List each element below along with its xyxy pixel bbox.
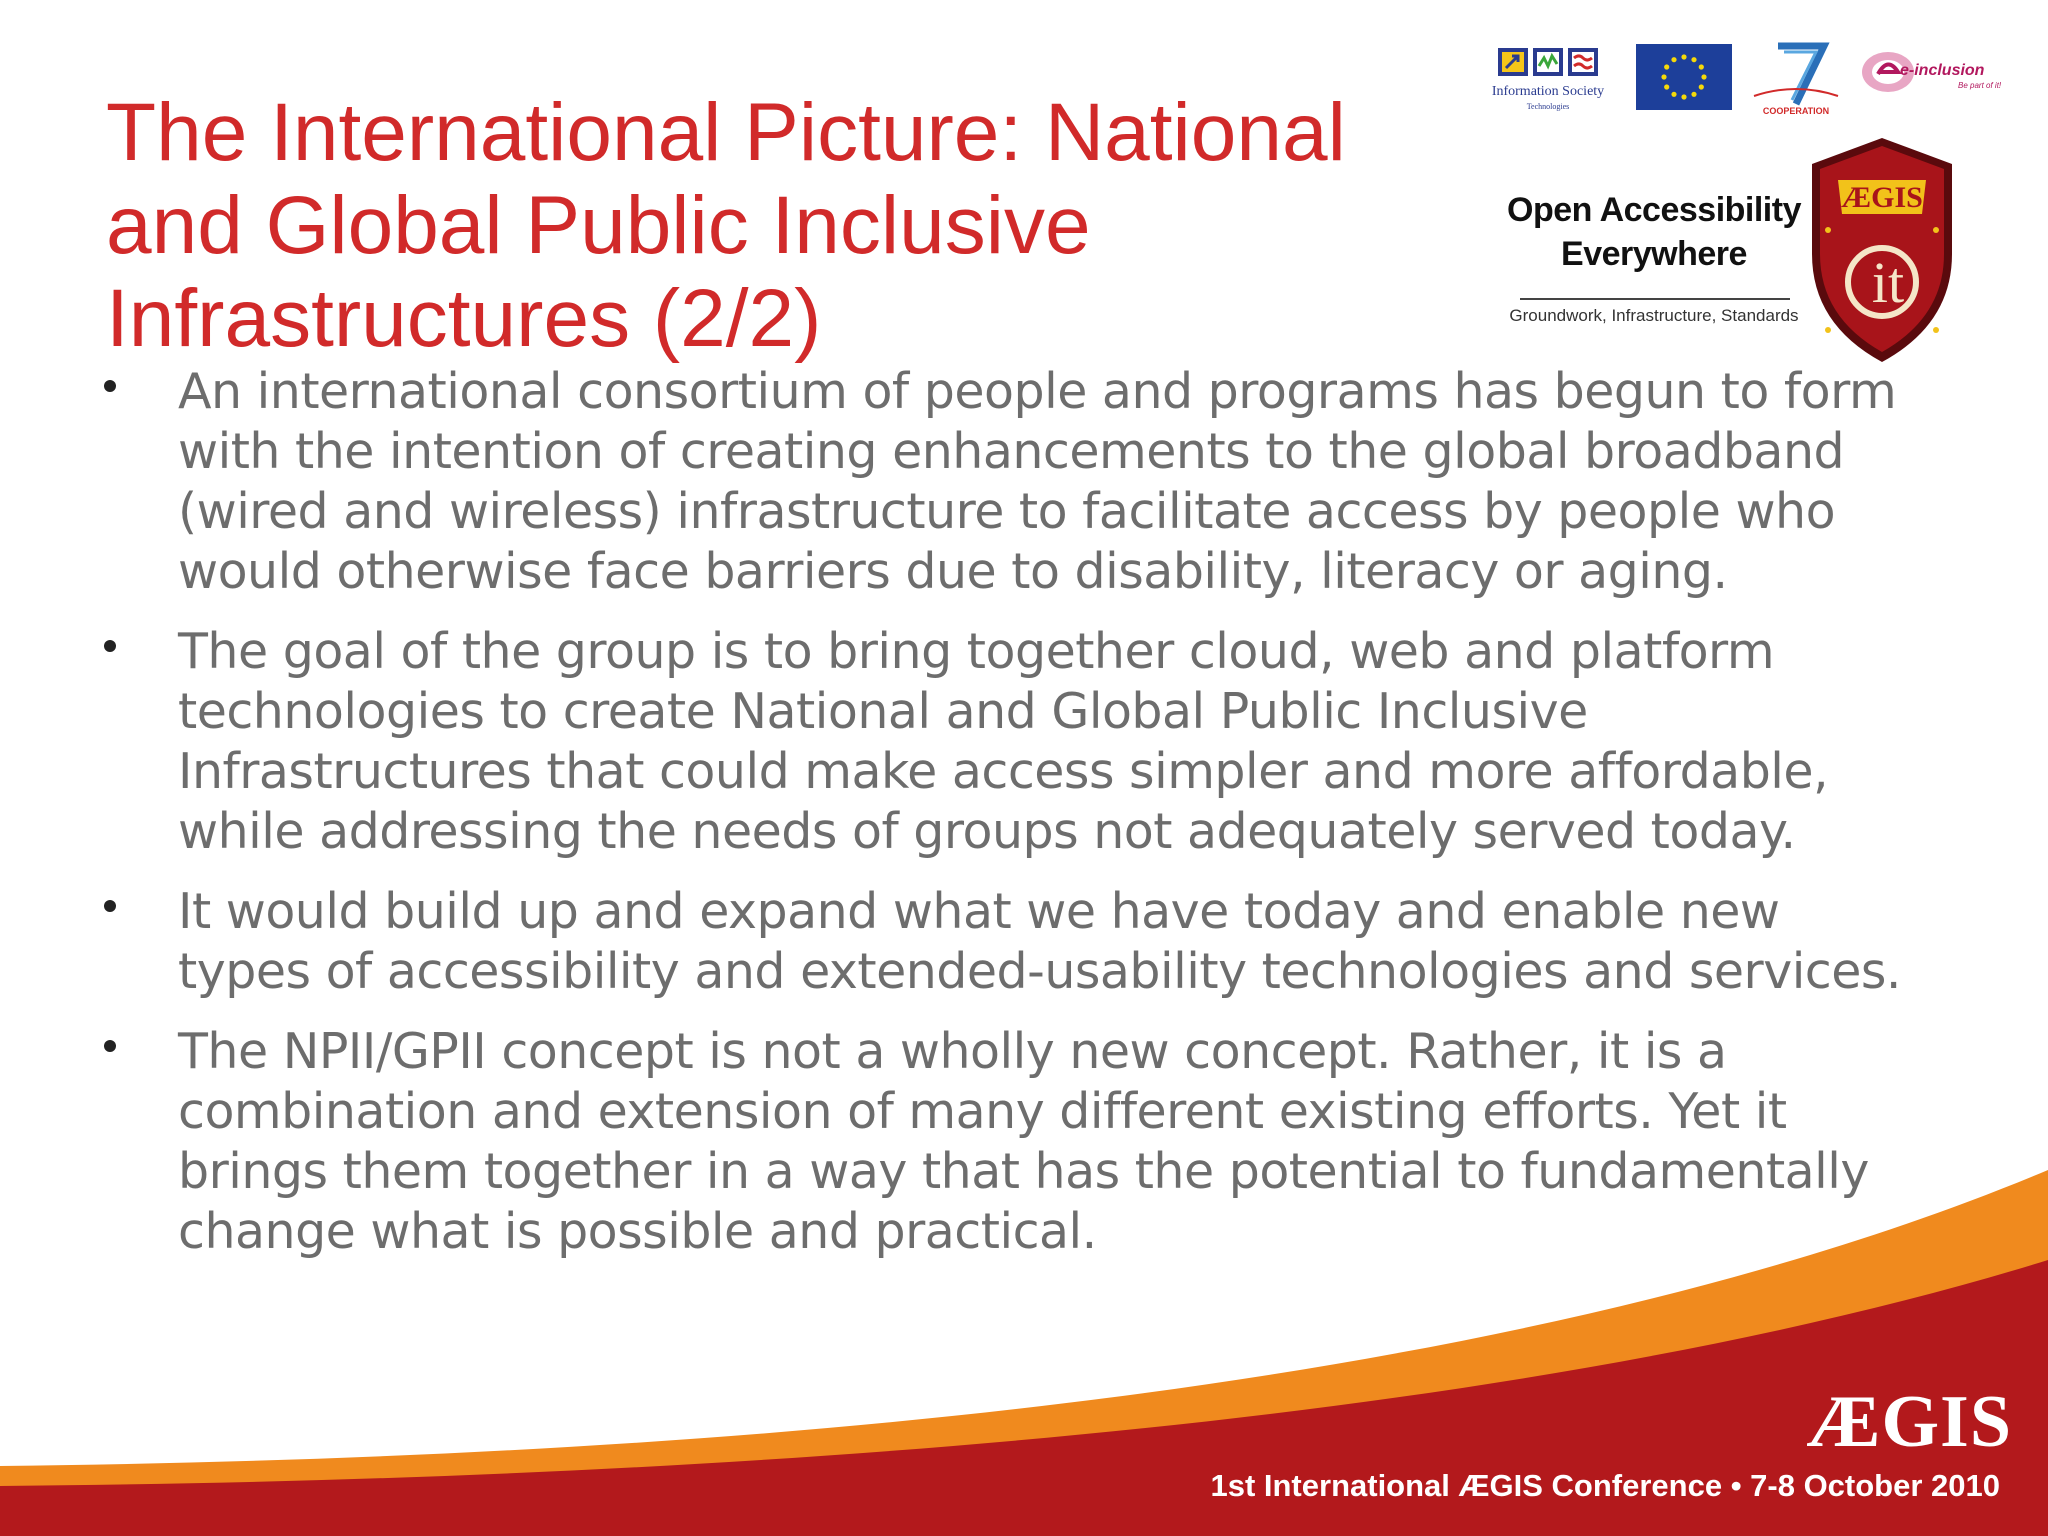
bullet-line: Infrastructures that could make access simpler and more affordable, xyxy=(178,743,1829,800)
bullet-line: while addressing the needs of groups not adequately served today. xyxy=(178,803,1796,860)
aegis-shield-icon xyxy=(1806,134,1958,366)
e-inclusion-logo xyxy=(1860,48,2006,96)
e-inclusion-subtext: Be part of it! xyxy=(1958,81,2002,90)
eu-star xyxy=(1699,84,1704,89)
eu-flag-icon xyxy=(1636,44,1732,110)
bullet-line: brings them together in a way that has the potential to fundamentally xyxy=(178,1143,1869,1200)
fp7-seven-icon xyxy=(1748,42,1844,106)
shield-mark: it xyxy=(1871,250,1905,315)
tagline-subtitle: Groundwork, Infrastructure, Standards xyxy=(1509,306,1799,325)
footer-aegis-logo: ÆGIS xyxy=(1806,1381,2012,1463)
bullet-line: combination and extension of many different existing efforts. Yet it xyxy=(178,1083,1787,1140)
bullet-line: An international consortium of people and programs has begun to form xyxy=(178,363,1897,420)
bullet-item xyxy=(0,622,1960,862)
eu-star xyxy=(1701,74,1706,79)
eu-star xyxy=(1661,74,1666,79)
eu-star xyxy=(1691,92,1696,97)
eu-star xyxy=(1681,94,1686,99)
bullet-item xyxy=(0,362,1960,602)
information-society-logo xyxy=(1480,44,1616,114)
eu-star xyxy=(1664,84,1669,89)
bullet-line: (wired and wireless) infrastructure to facilitate access by people who xyxy=(178,483,1836,540)
eu-star xyxy=(1671,92,1676,97)
bullet-item xyxy=(0,882,1960,1002)
slide-title xyxy=(106,86,1466,365)
fp7-label: COOPERATION xyxy=(1762,106,1830,116)
bullet-line: types of accessibility and extended-usability technologies and services. xyxy=(178,943,1901,1000)
title-line: Infrastructures (2/2) xyxy=(106,273,822,364)
ist-icon xyxy=(1496,44,1600,84)
ist-sublabel: Technologies xyxy=(1526,102,1570,111)
bullet-line: change what is possible and practical. xyxy=(178,1203,1097,1260)
bullet-dot-icon xyxy=(104,1040,116,1052)
bullet-dot-icon xyxy=(104,380,116,392)
eu-star xyxy=(1691,57,1696,62)
bullet-line: technologies to create National and Global Public Inclusive xyxy=(178,683,1588,740)
tagline xyxy=(1500,188,1808,276)
bullet-line: would otherwise face barriers due to disability, literacy or aging. xyxy=(178,543,1728,600)
bullet-line: The NPII/GPII concept is not a wholly new concept. Rather, it is a xyxy=(178,1023,1727,1080)
title-line: The International Picture: National xyxy=(106,87,1346,178)
title-line: and Global Public Inclusive xyxy=(106,180,1091,271)
bullet-dot-icon xyxy=(104,640,116,652)
ist-label: Information Society xyxy=(1491,84,1605,99)
eu-star xyxy=(1664,64,1669,69)
fp7-logo xyxy=(1748,42,1844,120)
eu-star xyxy=(1671,57,1676,62)
bullet-dot-icon xyxy=(104,900,116,912)
tagline-divider xyxy=(1520,298,1790,300)
shield-label: ÆGIS xyxy=(1841,181,1923,214)
bullet-line: It would build up and expand what we have today and enable new xyxy=(178,883,1780,940)
footer-conference-label: 1st International ÆGIS Conference • 7-8 October 2010 xyxy=(1210,1468,2000,1503)
bullet-line: The goal of the group is to bring together cloud, web and platform xyxy=(178,623,1775,680)
bullet-line: with the intention of creating enhancements to the global broadband xyxy=(178,423,1845,480)
e-inclusion-text: e-inclusion xyxy=(1900,62,1985,79)
tagline-line: Open Accessibility xyxy=(1507,191,1801,229)
tagline-line: Everywhere xyxy=(1561,235,1747,273)
eu-star xyxy=(1681,54,1686,59)
eu-star xyxy=(1699,64,1704,69)
bullet-list xyxy=(0,362,1960,1282)
